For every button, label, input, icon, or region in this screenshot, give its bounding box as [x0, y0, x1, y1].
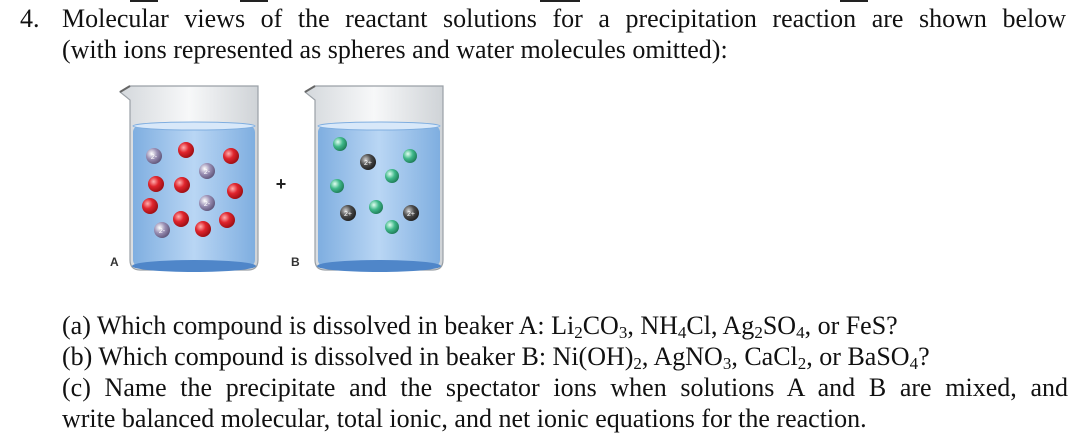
- ion-green: [369, 200, 383, 214]
- beaker-b-label: B: [291, 255, 300, 269]
- part-a: (a) Which compound is dissolved in beaker A: $Li_2CO_3$, $NH_4Cl$, $Ag_2SO_4$, or FeS?: [62, 311, 898, 342]
- ion-cation-red: [174, 177, 190, 193]
- beaker-b: [291, 86, 443, 272]
- ion-green: [330, 179, 344, 193]
- ion-green: [385, 169, 399, 183]
- ion-charge-label: 2-: [203, 169, 211, 176]
- ion-cation-red: [173, 211, 189, 227]
- ion-charge-label: 2+: [407, 211, 415, 218]
- ion-charge-label: 2-: [158, 228, 166, 235]
- ion-charge-label: 2+: [364, 160, 372, 167]
- question-intro-line2: (with ions represented as spheres and water molecules omitted):: [62, 35, 728, 64]
- ion-cation-red: [142, 198, 158, 214]
- ion-cation-red: [223, 148, 239, 164]
- part-b: (b) Which compound is dissolved in beaker B: $Ni(OH)_2$, AgNO$_3$, CaCl$_2$, or BaSO$_4$?: [62, 342, 930, 373]
- question-number: 4.: [20, 4, 40, 33]
- question-parts: [62, 310, 1068, 434]
- part-c-line1: (c) Name the precipitate and the spectator ions when solutions A and B are mixed, and: [62, 373, 1068, 402]
- ion-cation-red: [148, 176, 164, 192]
- ion-cation-red: [219, 212, 235, 228]
- part-c-line2: write balanced molecular, total ionic, and net ionic equations for the reaction.: [62, 404, 867, 433]
- beakers-figure: [100, 80, 460, 280]
- ion-green: [385, 220, 399, 234]
- ion-cation-red: [227, 183, 243, 199]
- ion-green: [403, 149, 417, 163]
- ion-charge-label: 2-: [150, 154, 158, 161]
- ion-green: [333, 137, 347, 151]
- ion-cation-red: [178, 142, 194, 158]
- beaker-a-label: A: [110, 255, 119, 269]
- plus-sign: +: [275, 174, 287, 194]
- question-intro-line1: Molecular views of the reactant solutions for a precipitation reaction are shown below: [62, 4, 1066, 33]
- ion-charge-label: 2-: [203, 201, 211, 208]
- beaker-a: [110, 86, 258, 272]
- ion-charge-label: 2+: [344, 211, 352, 218]
- ion-cation-red: [195, 221, 211, 237]
